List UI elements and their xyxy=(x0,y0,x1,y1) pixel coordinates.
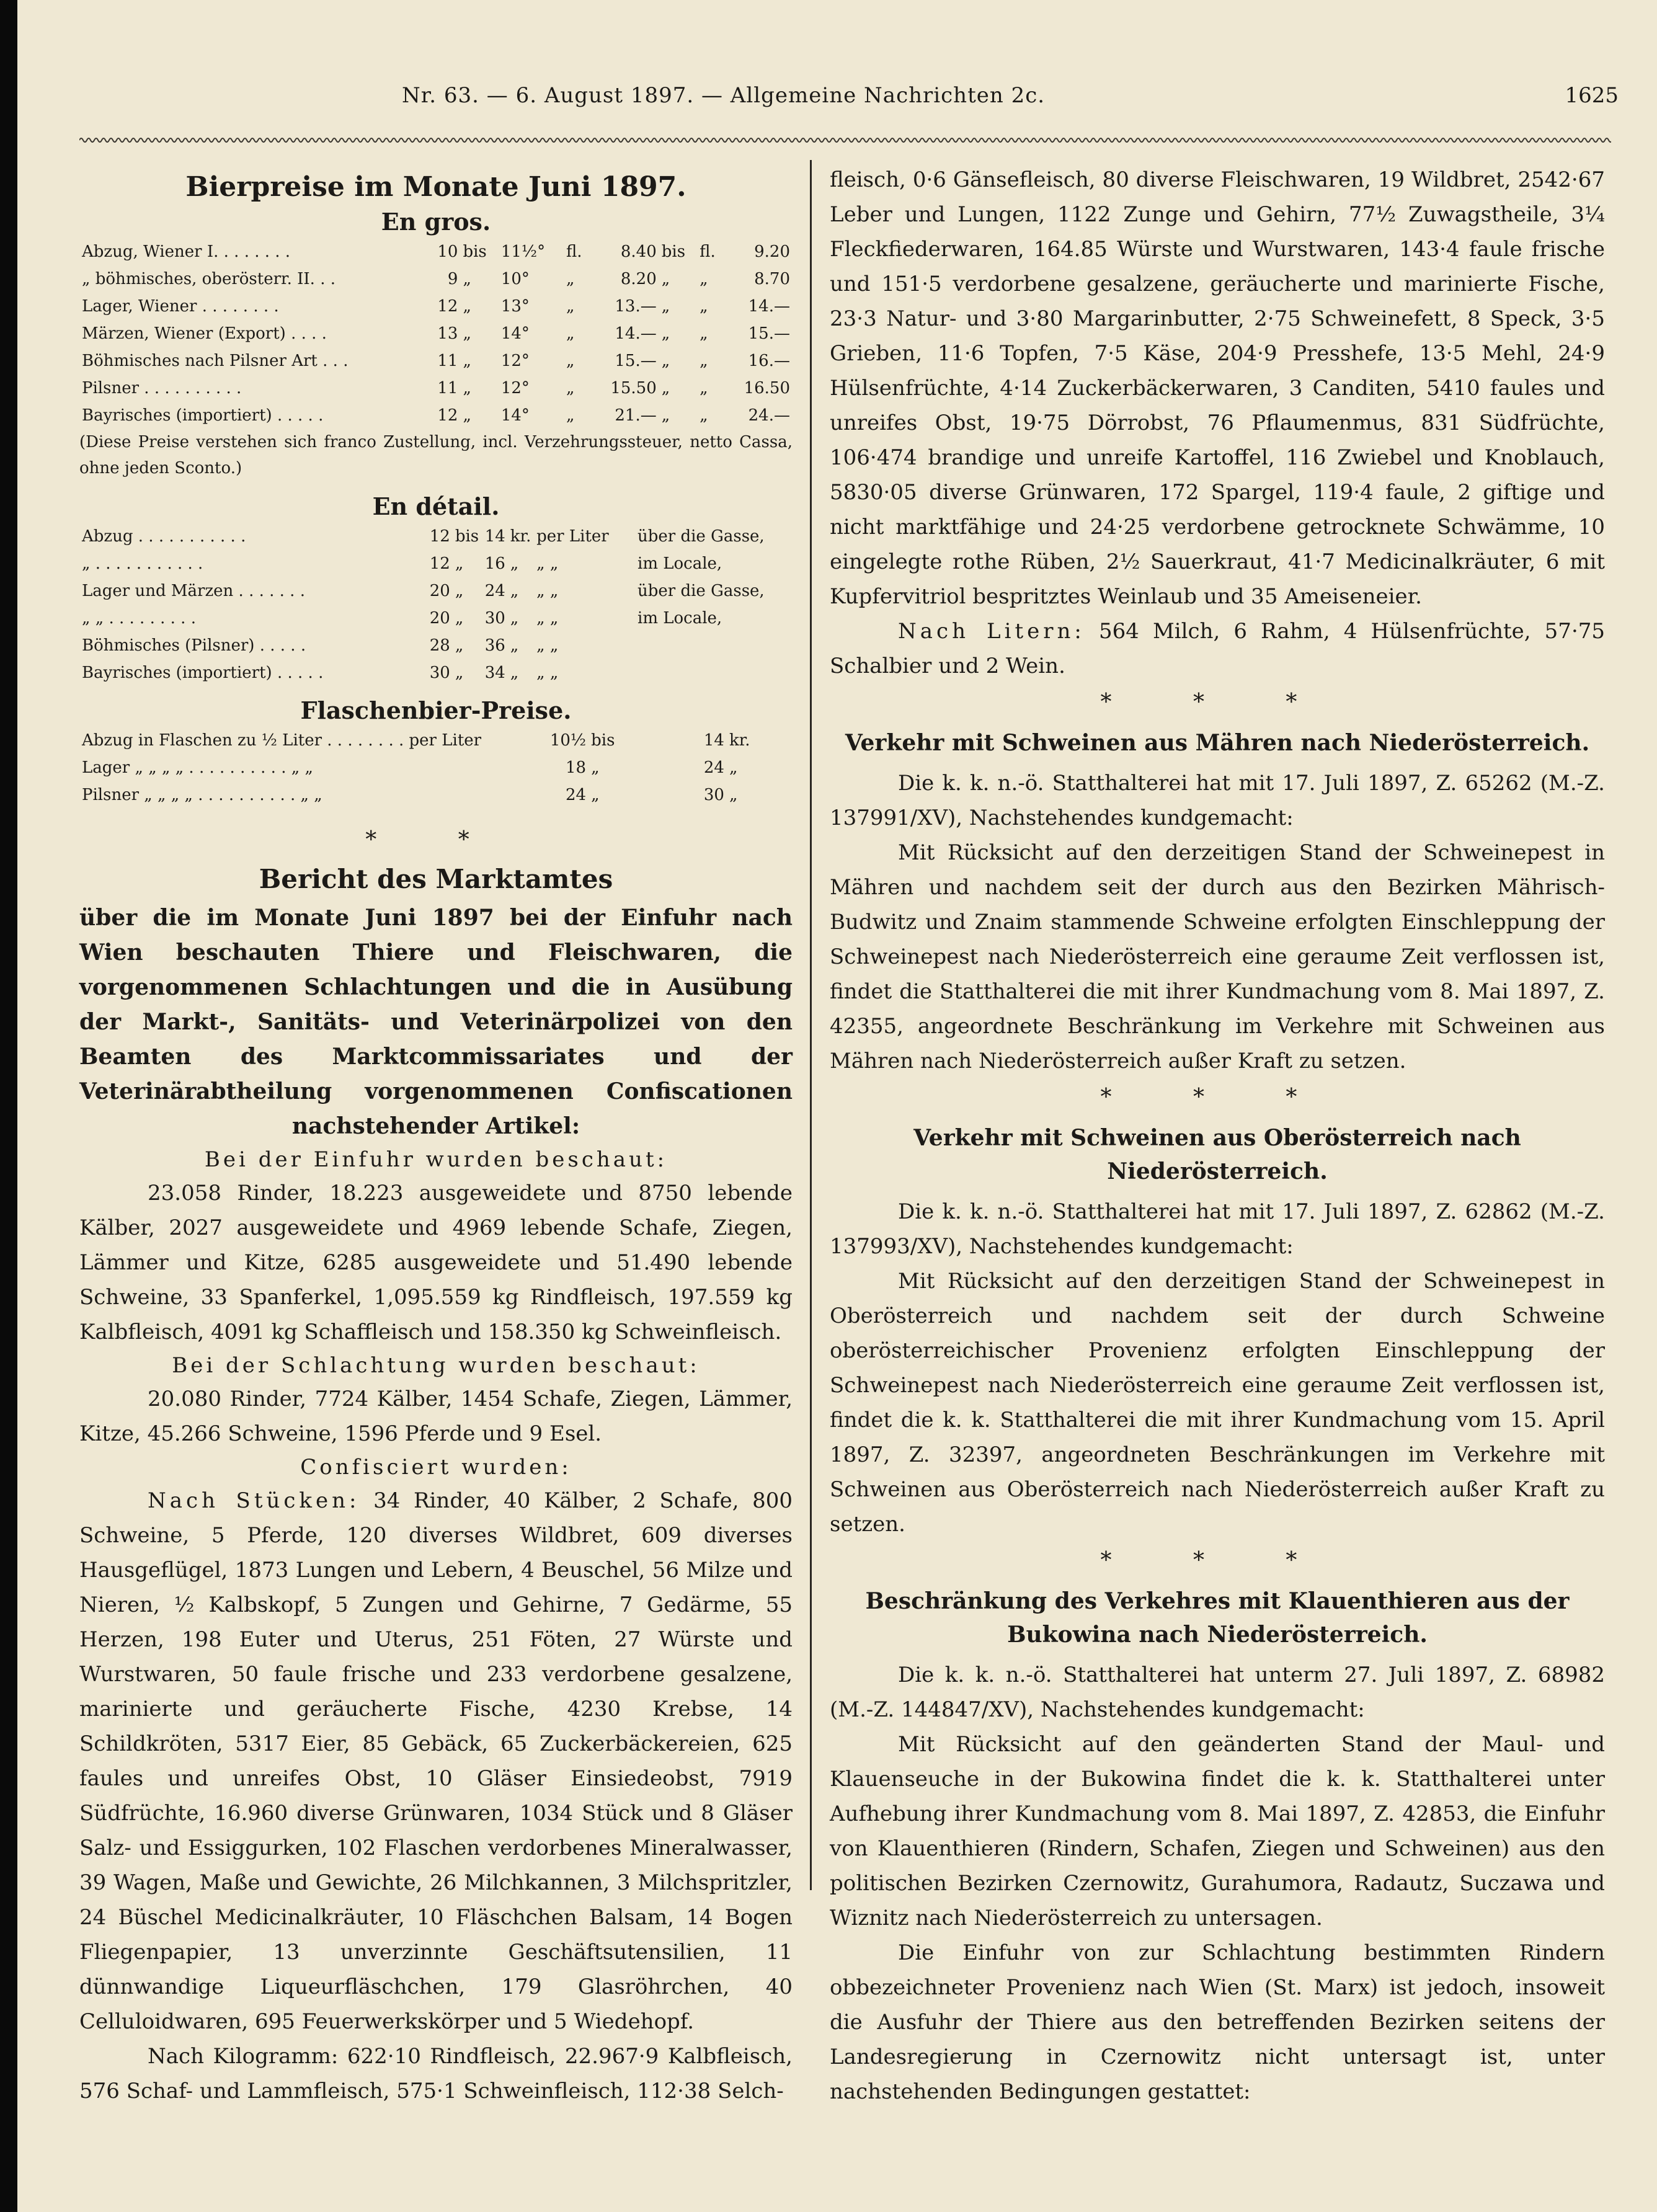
confiscated-heading: Confisciert wurden: xyxy=(300,1455,572,1480)
unit: „ „ xyxy=(536,609,559,628)
market-report-intro-text: über die im Monate Juni 1897 bei der Einfuhr nach Wien beschauten Thiere und Fleischwaren, die vorgenommenen Schlachtungen und die in Ausübung der Markt-, Sanitäts- und Veterinärpolizei von den Beamten des Marktcommissariates und der Veterinärabtheilung vorgenommenen Confiscationen nachstehender Artikel: xyxy=(79,905,793,1139)
article-upper-austria-p1: Die k. k. n.-ö. Statthalterei hat mit 17. Juli 1897, Z. 62862 (M.-Z. 137993/XV), Nachstehendes kundgemacht: xyxy=(830,1199,1605,1259)
detail-note: über die Gasse, xyxy=(637,582,765,600)
left-column xyxy=(79,162,793,2108)
page-number: 1625 xyxy=(1565,83,1619,108)
beer-type: „ böhmisches, oberösterr. II. . . xyxy=(82,270,335,288)
article-bukovina-p1: Die k. k. n.-ö. Statthalterei hat unterm 27. Juli 1897, Z. 68982 (M.-Z. 144847/XV), Nachstehendes kundgemacht: xyxy=(830,1663,1605,1722)
en-gros-heading: En gros. xyxy=(381,208,491,236)
price-to: 36 xyxy=(484,636,505,655)
price-from: 15.— xyxy=(615,352,657,370)
article-moravia-p1: Die k. k. n.-ö. Statthalterei hat mit 17. Juli 1897, Z. 65262 (M.-Z. 137991/XV), Nachstehendes kundgemacht: xyxy=(830,771,1605,830)
beer-type: Pilsner . . . . . . . . . . xyxy=(82,379,242,398)
currency: „ xyxy=(700,406,708,425)
price-to: 14 xyxy=(703,731,724,750)
price-to: 8.70 xyxy=(754,270,790,288)
currency: kr. xyxy=(729,731,750,750)
bis-word: „ xyxy=(591,786,600,804)
unit: „ „ xyxy=(536,554,559,573)
price-from: 28 xyxy=(429,636,450,655)
bis-word: „ xyxy=(455,554,464,573)
beer-type: Abzug . . . . . . . . . . . xyxy=(82,527,246,546)
bottle-type: Pilsner „ „ „ „ . . . . . . . . . . „ „ xyxy=(82,786,322,804)
en-gros-note xyxy=(79,429,793,481)
unit: „ „ xyxy=(536,582,559,600)
beer-type: Märzen, Wiener (Export) . . . . xyxy=(82,324,327,343)
price-from: 8.20 xyxy=(620,270,657,288)
degree-to: 14° xyxy=(500,324,530,343)
currency: „ xyxy=(510,554,519,573)
degree-to: 14° xyxy=(500,406,530,425)
currency: „ xyxy=(700,270,708,288)
en-gros-row xyxy=(79,320,793,347)
price-to: 16 xyxy=(484,554,505,573)
section-stars: * * * xyxy=(1100,690,1335,715)
price-from: 8.40 xyxy=(620,242,657,261)
currency: „ xyxy=(566,379,575,398)
beer-type: Bayrisches (importiert) . . . . . xyxy=(82,406,324,425)
bottle-prices-heading: Flaschenbier-Preise. xyxy=(300,696,572,724)
import-heading: Bei der Einfuhr wurden beschaut: xyxy=(204,1147,668,1172)
en-gros-row xyxy=(79,375,793,402)
bis-word: bis xyxy=(661,242,686,261)
en-detail-notes xyxy=(637,523,793,632)
bis-word: „ xyxy=(455,636,464,655)
pieces-text: 34 Rinder, 40 Kälber, 2 Schafe, 800 Schweine, 5 Pferde, 120 diverses Wildbret, 609 diverses Hausgeflügel, 1873 Lungen und Lebern, 4 Beuschel, 56 Milze und Nieren, ½ Kalbskopf, 5 Zungen und Gehirne, 7 Gedärme, 55 Herzen, 198 Euter und Uterus, 251 Föten, 27 Würste und Wurstwaren, 50 faule frische und 233 verdorbene gesalzene, marinierte und geräucherte Fische, 4230 Krebse, 14 Schildkröten, 5317 Eier, 85 Gebäck, 65 Zuckerbäckereien, 625 faules und unreifes Obst, 10 Gläser Einsiedeobst, 7919 Südfrüchte, 16.960 diverse Grünwaren, 1034 Stück und 8 Gläser Salz- und Essiggurken, 102 Flaschen verdorbenes Mineralwasser, 39 Wagen, Maße und Gewichte, 26 Milchkannen, 3 Milchspritzler, 24 Büschel Medicinalkräuter, 10 Fläschchen Balsam, 14 Bogen Fliegenpapier, 13 unverzinnte Geschäftsutensilien, 11 dünnwandige Liqueurfläschchen, 179 Glasröhrchen, 40 Celluloidwaren, 695 Feuerwerkskörper und 5 Wiedehopf. xyxy=(79,1488,793,2034)
price-from: 15.50 xyxy=(610,379,657,398)
beer-type: „ „ . . . . . . . . . xyxy=(82,609,196,628)
bis-word: „ xyxy=(463,297,471,316)
beer-type: Böhmisches nach Pilsner Art . . . xyxy=(82,352,349,370)
unit: per Liter xyxy=(536,527,609,546)
currency: „ xyxy=(566,406,575,425)
en-detail-row xyxy=(79,577,613,605)
bottle-row xyxy=(79,781,793,809)
beer-type: „ . . . . . . . . . . . xyxy=(82,554,203,573)
degree-from: 11 xyxy=(437,379,458,398)
en-detail-table xyxy=(79,523,613,686)
bottle-row xyxy=(79,727,793,754)
bis-word: „ xyxy=(463,324,471,343)
en-gros-row xyxy=(79,238,793,265)
currency: „ xyxy=(510,664,519,682)
wavy-header-rule xyxy=(79,135,1611,145)
section-stars: * * * xyxy=(1100,1085,1335,1110)
price-to: 14.— xyxy=(748,297,790,316)
currency: „ xyxy=(700,352,708,370)
degree-from: 12 xyxy=(437,406,458,425)
article-bukovina-p2: Mit Rücksicht auf den geänderten Stand der Maul- und Klauenseuche in der Bukowina findet die k. k. Statthalterei unter Aufhebung ihrer Kundmachung vom 8. Mai 1897, Z. 42853, die Einfuhr von Klauenthieren (Rindern, Schafen, Ziegen und Schweinen) aus den politischen Bezirken Czernowitz, Gurahumora, Radautz, Suczawa und Wiznitz nach Niederösterreich zu untersagen. xyxy=(830,1732,1605,1930)
price-from: 12 xyxy=(429,554,450,573)
article-upper-austria-p2: Mit Rücksicht auf den derzeitigen Stand der Schweinepest in Oberösterreich und nachdem seit der durch Schweine oberösterreichischer Provenienz erfolgten Einschleppung der Schweinepest nach Niederösterreich eine geraume Zeit verflossen ist, findet die k. k. Statthalterei die mit ihrer Kundmachung vom 15. April 1897, Z. 32397, angeordneten Beschränkungen im Verkehre mit Schweinen aus Oberösterreich nach Niederösterreich außer Kraft zu setzen. xyxy=(830,1269,1605,1537)
section-stars: * * xyxy=(365,827,507,853)
bis-word: „ xyxy=(661,324,670,343)
bis-word: „ xyxy=(661,352,670,370)
price-from: 12 xyxy=(429,527,450,546)
degree-from: 13 xyxy=(437,324,458,343)
price-from: 21.— xyxy=(615,406,657,425)
degree-to: 11½° xyxy=(500,242,546,261)
bis-word: „ xyxy=(455,664,464,682)
bis-word: „ xyxy=(591,758,600,777)
price-from: 24 xyxy=(566,786,587,804)
bis-word: bis xyxy=(591,731,615,750)
degree-to: 13° xyxy=(500,297,530,316)
bottle-prices-table xyxy=(79,727,793,809)
en-detail-row xyxy=(79,605,613,632)
beer-type: Abzug, Wiener I. . . . . . . . xyxy=(82,242,291,261)
article-bukovina-p3: Die Einfuhr von zur Schlachtung bestimmten Rindern obbezeichneter Provenienz nach Wien (St. Marx) ist jedoch, insoweit die Ausfuhr der Thiere aus den betreffenden Bezirken seitens der Landesregierung in Czernowitz nicht untersagt ist, unter nachstehenden Bedingungen gestattet: xyxy=(830,1940,1605,2104)
bis-word: „ xyxy=(661,379,670,398)
en-gros-note-text: (Diese Preise verstehen sich franco Zustellung, incl. Verzehrungssteuer, netto Cassa, ohne jeden Sconto.) xyxy=(79,433,793,477)
pieces-paragraph xyxy=(79,1483,793,2039)
en-detail-row xyxy=(79,632,613,659)
en-detail-row xyxy=(79,659,613,686)
en-detail-heading: En détail. xyxy=(372,492,500,520)
unit: „ „ xyxy=(536,664,559,682)
degree-from: 11 xyxy=(437,352,458,370)
detail-note: über die Gasse, xyxy=(637,527,765,546)
pieces-label: Nach Stücken: xyxy=(148,1488,360,1513)
beer-type: Lager, Wiener . . . . . . . . xyxy=(82,297,279,316)
price-to: 16.50 xyxy=(744,379,790,398)
bis-word: „ xyxy=(661,270,670,288)
en-gros-row xyxy=(79,347,793,375)
price-to: 30 xyxy=(484,609,505,628)
kg-paragraph xyxy=(79,2039,793,2108)
bis-word: „ xyxy=(455,609,464,628)
degree-from: 12 xyxy=(437,297,458,316)
beer-type: Lager und Märzen . . . . . . . xyxy=(82,582,305,600)
price-to: 24.— xyxy=(748,406,790,425)
currency: „ xyxy=(700,324,708,343)
right-column xyxy=(830,162,1605,2109)
en-detail-block xyxy=(79,523,793,686)
beer-type: Bayrisches (importiert) . . . . . xyxy=(82,664,324,682)
price-to: 24 xyxy=(703,758,724,777)
slaughter-heading: Bei der Schlachtung wurden beschaut: xyxy=(172,1353,700,1378)
bis-word: „ xyxy=(455,582,464,600)
article-moravia-p2: Mit Rücksicht auf den derzeitigen Stand der Schweinepest in Mähren und nachdem seit der durch aus den Bezirken Mährisch-Budwitz und Znaim stammende Schweine erfolgten Einschleppung der Schweinepest nach Niederösterreich eine geraume Zeit verflossen ist, findet die Statthalterei die mit ihrer Kundmachung vom 8. Mai 1897, Z. 42355, angeordnete Beschränkung im Verkehre mit Schweinen aus Mähren nach Niederösterreich außer Kraft zu setzen. xyxy=(830,840,1605,1073)
currency: „ xyxy=(729,786,738,804)
slaughter-text: 20.080 Rinder, 7724 Kälber, 1454 Schafe, Ziegen, Lämmer, Kitze, 45.266 Schweine, 1596 Pferde und 9 Esel. xyxy=(79,1387,793,1446)
kg-text-left: 622·10 Rindfleisch, 22.967·9 Kalbfleisch, 576 Schaf- und Lammfleisch, 575·1 Schweinfleisch, 112·38 Selch- xyxy=(79,2044,793,2103)
bis-word: „ xyxy=(463,379,471,398)
price-to: 15.— xyxy=(748,324,790,343)
section-stars: * * * xyxy=(1100,1548,1335,1573)
price-to: 16.— xyxy=(748,352,790,370)
en-detail-row xyxy=(79,550,613,577)
market-report-title: Bericht des Marktamtes xyxy=(259,864,613,894)
running-head-text: Nr. 63. — 6. August 1897. — Allgemeine Nachrichten 2c. xyxy=(402,83,1046,108)
currency: „ xyxy=(729,758,738,777)
degree-from: 9 xyxy=(447,270,458,288)
currency: „ xyxy=(700,297,708,316)
beer-prices-title: Bierpreise im Monate Juni 1897. xyxy=(185,171,686,203)
currency: „ xyxy=(566,324,575,343)
price-from: 13.— xyxy=(615,297,657,316)
market-report-intro xyxy=(79,900,793,1144)
price-from: 20 xyxy=(429,582,450,600)
article-title-bukovina: Beschränkung des Verkehres mit Klauenthieren aus der Bukowina nach Niederösterreich. xyxy=(865,1588,1570,1648)
currency: „ xyxy=(510,609,519,628)
article-title-upper-austria: Verkehr mit Schweinen aus Oberösterreich nach Niederösterreich. xyxy=(913,1125,1521,1184)
currency: „ xyxy=(566,270,575,288)
detail-note: im Locale, xyxy=(637,609,722,628)
bis-word: „ xyxy=(661,297,670,316)
price-to: 30 xyxy=(703,786,724,804)
price-from: 30 xyxy=(429,664,450,682)
price-from: 20 xyxy=(429,609,450,628)
liters-text: 564 Milch, 6 Rahm, 4 Hülsenfrüchte, 57·75 Schalbier und 2 Wein. xyxy=(830,619,1606,678)
bis-word: „ xyxy=(463,406,471,425)
degree-to: 12° xyxy=(500,352,530,370)
en-detail-row xyxy=(79,523,613,550)
en-gros-row xyxy=(79,265,793,293)
column-divider xyxy=(810,160,812,1890)
price-to: 14 xyxy=(484,527,505,546)
en-gros-table xyxy=(79,238,793,429)
currency: „ xyxy=(566,297,575,316)
liters-paragraph xyxy=(830,614,1605,683)
currency: fl. xyxy=(700,242,716,261)
bottle-type: Lager „ „ „ „ . . . . . . . . . . „ „ xyxy=(82,758,313,777)
detail-note: im Locale, xyxy=(637,554,722,573)
kg-label: Nach Kilogramm: xyxy=(148,2044,339,2069)
bis-word: „ xyxy=(661,406,670,425)
currency: „ xyxy=(700,379,708,398)
kg-text-continued: fleisch, 0·6 Gänsefleisch, 80 diverse Fleischwaren, 19 Wildbret, 2542·67 Leber und Lungen, 1122 Zunge und Gehirn, 77½ Zuwagstheile, 3¼ Fleckfiederwaren, 164.85 Würste und Wurstwaren, 143·4 faule frische und 151·5 verdorbene gesalzene, geräucherte und marinierte Fische, 23·3 Natur- und 3·80 Margarinbutter, 2·75 Schweinefett, 8 Speck, 3·5 Grieben, 11·6 Topfen, 7·5 Käse, 204·9 Presshefe, 13·5 Mehl, 24·9 Hülsenfrüchte, 4·14 Zuckerbäckerwaren, 3 Canditen, 5410 faules und unreifes Obst, 19·75 Dörrobst, 76 Pflaumenmus, 831 Südfrüchte, 106·474 brandige und unreife Kartoffel, 116 Zwiebel und Knoblauch, 5830·05 diverse Grünwaren, 172 Spargel, 119·4 faule, 2 giftige und nicht marktfähige und 24·25 verdorbene getrocknete Schwämme, 10 eingelegte rothe Rüben, 2½ Sauerkraut, 41·7 Medicinalkräuter, 6 mit Kupfervitriol bespritztes Weinlaub und 35 Ameiseneier. xyxy=(830,167,1605,609)
currency: fl. xyxy=(566,242,582,261)
price-from: 10½ xyxy=(549,731,587,750)
currency: „ xyxy=(510,582,519,600)
liters-label: Nach Litern: xyxy=(898,619,1085,644)
newspaper-page xyxy=(17,0,1657,2212)
currency: „ xyxy=(566,352,575,370)
bis-word: „ xyxy=(463,270,471,288)
unit: „ „ xyxy=(536,636,559,655)
price-from: 14.— xyxy=(615,324,657,343)
bottle-row xyxy=(79,754,793,781)
bottle-type: Abzug in Flaschen zu ½ Liter . . . . . . . . per Liter xyxy=(82,731,482,750)
degree-to: 10° xyxy=(500,270,530,288)
en-gros-row xyxy=(79,402,793,429)
degree-to: 12° xyxy=(500,379,530,398)
price-to: 34 xyxy=(484,664,505,682)
bis-word: bis xyxy=(455,527,479,546)
price-to: 9.20 xyxy=(754,242,790,261)
degree-from: 10 xyxy=(437,242,458,261)
bis-word: „ xyxy=(463,352,471,370)
currency: „ xyxy=(510,636,519,655)
bis-word: bis xyxy=(463,242,487,261)
currency: kr. xyxy=(510,527,531,546)
en-gros-row xyxy=(79,293,793,320)
import-text: 23.058 Rinder, 18.223 ausgeweidete und 8750 lebende Kälber, 2027 ausgeweidete und 4969 lebende Schafe, Ziegen, Lämmer und Kitze, 6285 ausgeweidete und 51.490 lebende Schweine, 33 Spanferkel, 1,095.559 kg Rindfleisch, 197.559 kg Kalbfleisch, 4091 kg Schaffleisch und 158.350 kg Schweinfleisch. xyxy=(79,1181,793,1344)
price-from: 18 xyxy=(566,758,587,777)
running-head xyxy=(17,79,1657,117)
price-to: 24 xyxy=(484,582,505,600)
beer-type: Böhmisches (Pilsner) . . . . . xyxy=(82,636,306,655)
article-title-moravia: Verkehr mit Schweinen aus Mähren nach Niederösterreich. xyxy=(845,730,1590,756)
